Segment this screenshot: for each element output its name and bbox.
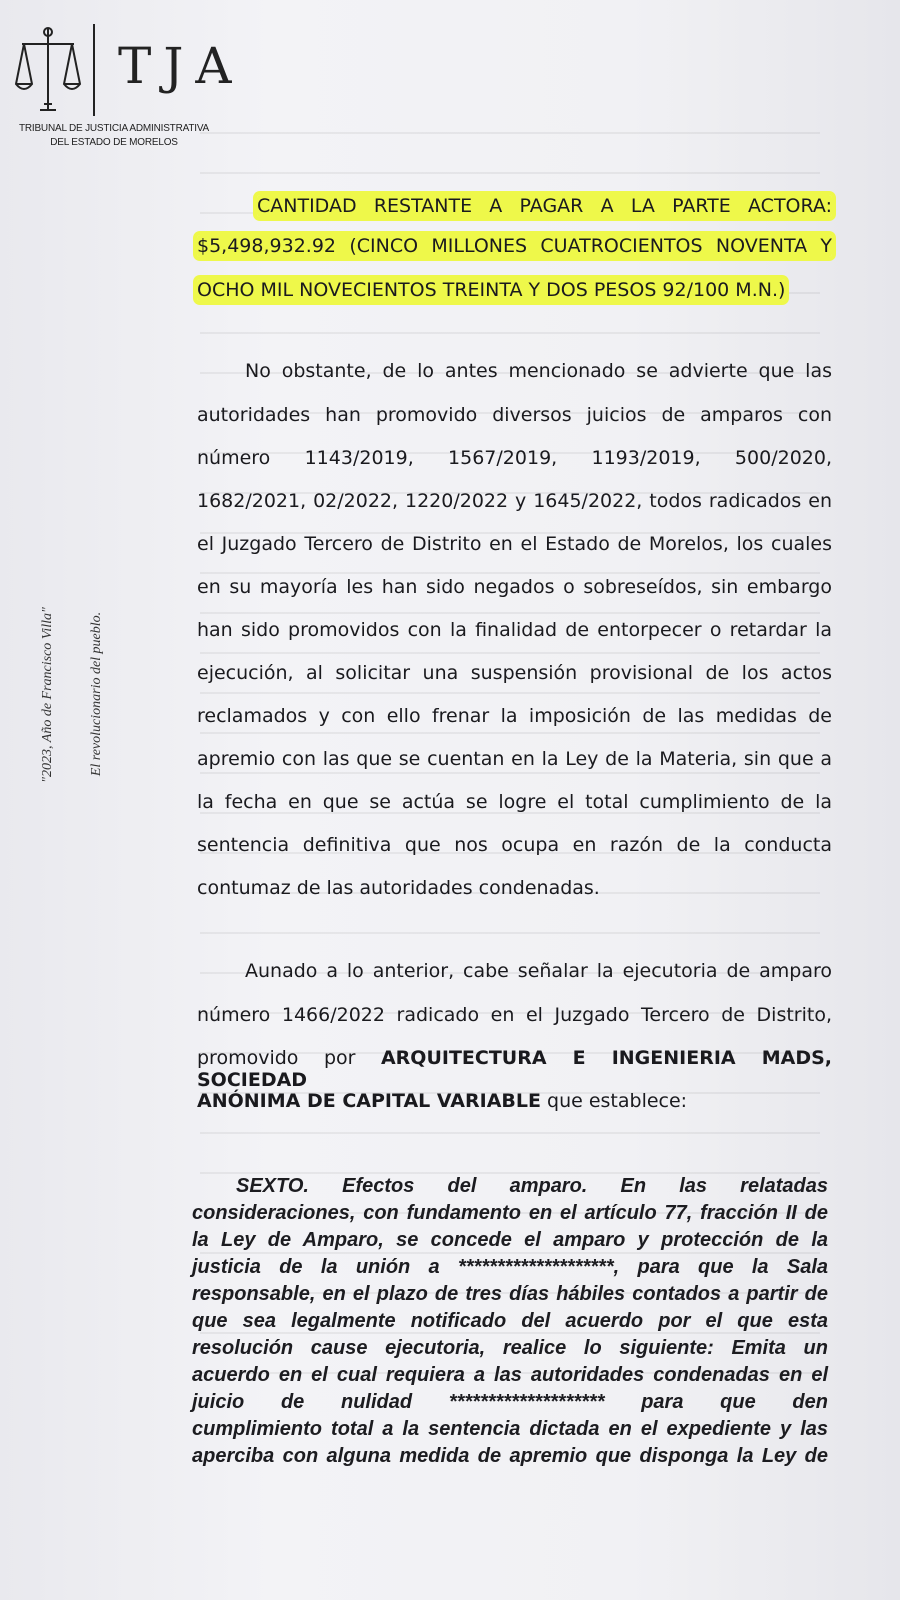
quote-line: cumplimiento total a la sentencia dictada en el expediente y las: [192, 1418, 828, 1440]
quote-line: aperciba con alguna medida de apremio que disponga la Ley de: [192, 1445, 828, 1467]
p1-line: en su mayoría les han sido negados o sobreseídos, sin embargo: [197, 576, 832, 598]
p1-line: han sido promovidos con la finalidad de entorpecer o retardar la: [197, 619, 832, 641]
p1-line: apremio con las que se cuentan en la Ley de la Materia, sin que a: [197, 748, 832, 770]
p2-line-1: Aunado a lo anterior, cabe señalar la ejecutoria de amparo: [245, 960, 832, 982]
p1-line: contumaz de las autoridades condenadas.: [197, 877, 600, 899]
p1-line: sentencia definitiva que nos ocupa en razón de la conducta: [197, 834, 832, 856]
amount-line-3: OCHO MIL NOVECIENTOS TREINTA Y DOS PESOS 92/100 M.N.): [197, 279, 786, 301]
p2-line-3: promovido por ARQUITECTURA E INGENIERIA MADS, SOCIEDAD: [197, 1047, 832, 1091]
quote-line: SEXTO. Efectos del amparo. En las relatadas: [236, 1175, 828, 1197]
margin-year-motto: "2023, Año de Francisco Villa": [40, 607, 55, 783]
logo-subtitle-line-2: DEL ESTADO DE MORELOS: [50, 137, 178, 148]
quote-line: la Ley de Amparo, se concede el amparo y protección de la: [192, 1229, 828, 1251]
logo-subtitle-line-1: TRIBUNAL DE JUSTICIA ADMINISTRATIVA: [18, 123, 210, 134]
p1-line: No obstante, de lo antes mencionado se advierte que las: [245, 360, 832, 382]
margin-subtitle: El revolucionario del pueblo.: [89, 611, 104, 777]
scales-of-justice-icon: [14, 18, 114, 118]
quote-line: consideraciones, con fundamento en el artículo 77, fracción II de: [192, 1202, 828, 1224]
amount-line-2: $5,498,932.92 (CINCO MILLONES CUATROCIENTOS NOVENTA Y: [197, 235, 832, 257]
logo-subtitle: [14, 122, 214, 150]
p1-line: reclamados y con ello frenar la imposición de las medidas de: [197, 705, 832, 727]
p1-line: el Juzgado Tercero de Distrito en el Estado de Morelos, los cuales: [197, 533, 832, 555]
p1-line: ejecución, al solicitar una suspensión provisional de los actos: [197, 662, 832, 684]
p1-line: autoridades han promovido diversos juicios de amparos con: [197, 404, 832, 426]
p2-line-4: ANÓNIMA DE CAPITAL VARIABLE que establece:: [197, 1090, 688, 1112]
company-type: ANÓNIMA DE CAPITAL VARIABLE: [197, 1090, 541, 1112]
amount-line-1: CANTIDAD RESTANTE A PAGAR A LA PARTE ACTORA:: [257, 195, 832, 217]
company-name: ARQUITECTURA E INGENIERIA MADS, SOCIEDAD: [197, 1047, 832, 1091]
quote-line: juicio de nulidad ******************** para que den: [192, 1391, 828, 1413]
quote-line: responsable, en el plazo de tres días hábiles contados a partir de: [192, 1283, 828, 1305]
quote-line: que sea legalmente notificado del acuerdo por el que esta: [192, 1310, 828, 1332]
tja-logo: [14, 18, 244, 158]
logo-letters: TJA: [118, 37, 244, 95]
quote-line: acuerdo en el cual requiera a las autoridades condenadas en el: [192, 1364, 828, 1386]
p1-line: 1682/2021, 02/2022, 1220/2022 y 1645/2022, todos radicados en: [197, 490, 832, 512]
quote-line: justicia de la unión a ********************, para que la Sala: [192, 1256, 828, 1278]
p1-line: número 1143/2019, 1567/2019, 1193/2019, 500/2020,: [197, 447, 832, 469]
p1-line: la fecha en que se actúa se logre el total cumplimiento de la: [197, 791, 832, 813]
p2-line-2: número 1466/2022 radicado en el Juzgado Tercero de Distrito,: [197, 1004, 832, 1026]
quote-line: resolución cause ejecutoria, realice lo siguiente: Emita un: [192, 1337, 828, 1359]
